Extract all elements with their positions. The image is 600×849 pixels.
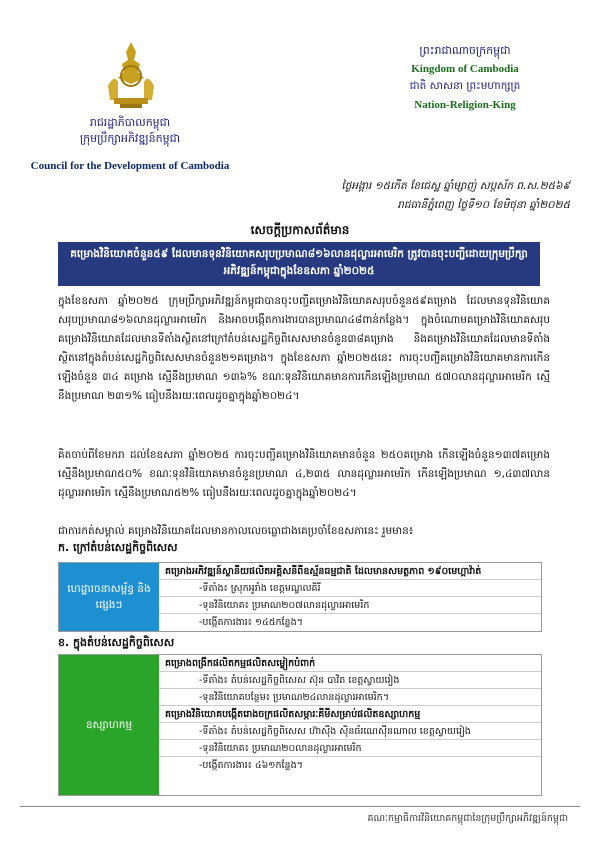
project-detail: -ទីតាំង៖ តំបន់សេដ្ឋកិច្ចពិសេស ហ៊ាស៊ីង ស៊ិនធ័រណេស៊ីនណាល ខេត្តស្វាយរៀង <box>159 723 541 740</box>
project-name: គម្រោងអភិវឌ្ឍន៍ស្ថានីយផលិតអគ្គិសនីពីឧស្ម័នធម្មជាតិ ដែលមានសមត្ថភាព ១៩០មេហ្គាវ៉ាត់ <box>159 563 541 580</box>
kingdom-en: Kingdom of Cambodia <box>411 63 519 75</box>
footer-divider <box>20 806 580 807</box>
project-detail: -ទីតាំង៖ ស្រុកអូរាំង ខេត្តមណ្ឌលគិរី <box>159 580 541 597</box>
project-detail: -បង្កើតការងារ៖ ១៤៥កន្លែង។ <box>199 617 303 628</box>
paragraph-3: ជាការកត់សម្គាល់ គម្រោងវិនិយោគដែលមានកាលលេចធ្លោជាងគេប្រចាំខែឧសភានេះ រួមមាន៖ <box>58 525 414 537</box>
project-detail: -ទុនវិនិយោគ៖ ប្រមាណ២០លានដុល្លារអាមេរិក <box>159 740 541 757</box>
project-list <box>159 655 541 795</box>
project-name: គម្រោងវិនិយោគបង្កើតរោងចក្រផលិតសម្ភារៈគីមីសម្រាប់ផលិតឧស្សាហកម្ម <box>159 706 541 723</box>
project-table-inside-sez <box>58 654 542 796</box>
lunar-date: ថ្ងៃអង្គារ ១៥កើត ខែជេស្ឋ ឆ្នាំម្សាញ់ សប្តស័ក ព.ស.២៥៦៩ <box>341 180 570 192</box>
kingdom-kh: ព្រះរាជាណាចក្រកម្ពុជា <box>419 44 511 57</box>
document-title: សេចក្តីប្រកាសព័ត៌មាន <box>250 223 350 237</box>
org-name-en: Council for the Development of Cambodia <box>30 160 230 172</box>
cdc-emblem-logo <box>100 38 162 110</box>
section-heading-inside-sez: ខ. ក្នុងតំបន់សេដ្ឋកិច្ចពិសេស <box>58 636 175 649</box>
org-name-kh-line2: ក្រុមប្រឹក្សាអភិវឌ្ឍន៍កម្ពុជា <box>79 132 181 145</box>
paragraph-1: ក្នុងខែឧសភា ឆ្នាំ២០២៥ ក្រុមប្រឹក្សាអភិវឌ្ឍន៍កម្ពុជាបានចុះបញ្ជីគម្រោងវិនិយោគសរុបចំនួន៥៩គម្រោង ដែលមានទុនវិនិយោគសរុបប្រមាណ៨១៦លានដុល្លារអាមេរិក និងអាចបង្កើតការងារបានប្រមាណ៤៨ពាន់កន្លែង។ ក្នុងចំណោមគម្រោងវិនិយោគសរុប គម្រោងវិនិយោគដែលមានទីតាំងស្ថិតនៅក្រៅតំបន់សេដ្ឋកិច្ចពិសេសមានចំនួន៣៨គម្រោង និងគម្រោងវិនិយោគដែលមានទីតាំងស្ថិតនៅក្នុងតំបន់សេដ្ឋកិច្ចពិសេសមានចំនួន២១គម្រោង។ ក្នុងខែឧសភា ឆ្នាំ២០២៥នេះ ការចុះបញ្ជីគម្រោងវិនិយោគមានការកើនឡើងចំនួន ៣៤ គម្រោង ស្មើនឹងប្រមាណ ១៣៦% ខណៈទុនវិនិយោគមានការកើនឡើងប្រមាណ ៥៧០លានដុល្លារអាមេរិក ស្មើនឹងប្រមាណ ២៣១% ធៀបនឹងរយៈពេលដូចគ្នាក្នុងឆ្នាំ២០២៤។ <box>58 295 550 402</box>
headline-banner: គម្រោងវិនិយោគចំនួន៥៩ ដែលមានទុនវិនិយោគសរុបប្រមាណ៨១៦លានដុល្លារអាមេរិក ត្រូវបានចុះបញ្ជីដោយក្រុមប្រឹក្សាអភិវឌ្ឍន៍កម្ពុជាក្នុងខែឧសភា ឆ្នាំ២០២៥ <box>58 242 540 286</box>
motto-en: Nation-Religion-King <box>414 99 516 111</box>
project-detail: -ទុនវិនិយោគ៖ ប្រមាណ២០៧លានដុល្លារអាមេរិក <box>159 597 541 614</box>
section-heading-outside-sez: ក. ក្រៅតំបន់សេដ្ឋកិច្ចពិសេស <box>58 541 178 554</box>
project-name: គម្រោងពង្រីកផលិតកម្មផលិតសម្លៀកបំពាក់ <box>159 655 541 672</box>
sector-label: ឧស្សាហកម្ម <box>59 655 159 795</box>
solar-date: រាជធានីភ្នំពេញ ថ្ងៃទី១០ ខែមិថុនា ឆ្នាំ២០២៥ <box>397 199 570 211</box>
project-table-outside-sez <box>58 562 542 632</box>
project-list <box>159 563 541 631</box>
project-detail: -ទុនវិនិយោគបន្ថែម៖ ប្រមាណ២៤លានដុល្លារអាមេរិក។ <box>159 689 541 706</box>
footer-text: គណៈកម្មាធិការវិនិយោគកម្ពុជានៃក្រុមប្រឹក្សាអភិវឌ្ឍន៍កម្ពុជា <box>367 813 568 824</box>
project-detail: -ទីតាំង៖ តំបន់សេដ្ឋកិច្ចពិសេស ស៊ុន បាវិត ខេត្តស្វាយរៀង <box>159 672 541 689</box>
paragraph-2: គិតចាប់ពីខែមករា ដល់ខែឧសភា ឆ្នាំ២០២៥ ការចុះបញ្ជីគម្រោងវិនិយោគមានចំនួន ២៥០គម្រោង កើនឡើងចំនួន១៣៧គម្រោង ស្មើនឹងប្រមាណ៥០% ខណៈទុនវិនិយោគមានចំនួនប្រមាណ ៤,២៣៥ លានដុល្លារអាមេរិក កើនឡើងប្រមាណ ១,៤៣៧លានដុល្លារអាមេរិក ស្មើនឹងប្រមាណ៥២% ធៀបនឹងរយៈពេលដូចគ្នាក្នុងឆ្នាំ២០២៤។ <box>58 449 550 499</box>
org-name-kh-line1: រាជរដ្ឋាភិបាលកម្ពុជា <box>89 116 171 129</box>
project-detail: -បង្កើតការងារ៖ ៤៦១កន្លែង។ <box>199 760 303 771</box>
sector-label: ហេដ្ឋារចនាសម្ព័ន្ធ និងផ្សេងៗ <box>59 563 159 631</box>
motto-kh: ជាតិ សាសនា ព្រះមហាក្សត្រ <box>409 80 521 92</box>
